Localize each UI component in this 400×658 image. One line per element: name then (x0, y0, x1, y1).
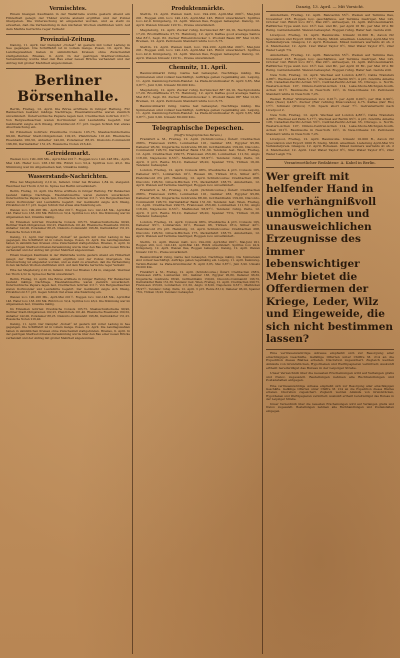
section-subtitle: (Wolff’s Telegraphisches Bureau.) (174, 132, 222, 137)
article-text: Baumwollmarkt ruhig. Garne fest behauptet, Nachfrage mäßig. Die Spinnereien sind vollauf beschäftigt, Aufträge gehen regelmäßig ein. Leipzig, 11. April. Kammzug-Termin-Handel: La Plata-Grundmuster B. April 3,85, Mai 3,87½, Juni 3,90. Umsatz 80.000 Kilo. (136, 104, 260, 120)
article-text: Danzig, 11. April. Der Dampfer „Nofest“ ist gestern mit voller Ladung in See gegangen. Die Schifffahrt ist in vollem Gange. Posen, 10. April. Die Landtagswahlen haben in sämmtlichen Kreisen ohne Zwischenfall stattgefunden. Breslau, 9. April. In der gestrigen Stadtverordneten-Versammlung wurde über den Bau einer neuen Brücke verhandelt und der Antrag mit großer Mehrheit angenommen. (6, 322, 130, 340)
article-text: Stettin, 12. April. Weizen matt, loco 194–200, April-Mai 200½, Mai-Juni 201. Roggen still, loco 140–145, April-Mai 145. Rüböl unverändert. Spiritus loco 42,9. Königsberg, 12. April. Weizen flau, Roggen behauptet. Danzig, 12. April. Weizen Umsatz 120 To., Preise unverändert. (136, 44, 260, 60)
article-text: Berlin, Freitag, 12. April. Die Börse eröffnete in ruhiger Haltung. Für Bankactien bestand mäßige Nachfrage, Eisenbahnwerthe waren ziemlich unverändert. Österreichische Papiere lagen fest, Creditactien notirten 211½. Von Bergwerksactien waren Dortmunder und Laurahütte begehrt. Der Geldmarkt zeigte sich flüssig, Privatdiscont 3½ pCt. Gegen Schluß trat etwas Abschwächung ein. (6, 189, 130, 207)
divider (6, 68, 130, 69)
article-text: Elbe bei Magdeburg 2,10 m, fallend. Oder bei Breslau 1,84 m, steigend. Weichsel bei Thorn 2,52 m. Spree bei Berlin unverändert. (6, 180, 130, 189)
article-text: Frankfurt a. M., Freitag, 12. April. (Schlußcourse.) Österr. Creditactien 268⅜, Franzosen 228⅝, Lombarden 101, Galizier 183, Egypter 95,80, Italiener 96,30, Ungarische Goldrente 88,90, Gotthardbahn 159,00, Disconto-Commandit 196,70, Darmstädter Bank 151,30. Tendenz: fest. Wien, Freitag, 12. April. Creditactien 299,75, Franzosen 253,00, Lombarden 111,50, Anglo 118,00, Napoleons 9,53½, Marknoten 58,97½. Tendenz: ruhig. Paris, 12. April. 3 pCt. Rente 83,10, Italiener 96,20, Spanier 75⅝, Türken 16,20. Tendenz: behauptet. (136, 269, 260, 295)
article-text: Weizen loco 190–206 Mk., April-Mai 201½. Roggen loco 142–148 Mk., April-Mai 146. Hafer loco 138–160 Mk. Rüböl loco 52,4. Spiritus loco 43,2. Die Stimmung war im Allgemeinen fest, Umsätze mäßig. (6, 207, 130, 219)
article-text: Berlin, Freitag, 12. April. Die Börse eröffnete in ruhiger Haltung. Für Bankactien bestand mäßige Nachfrage, Eisenbahnwerthe waren ziemlich unverändert. Österreichische Papiere lagen fest, Creditactien notirten 211½. Von Bergwerksactien waren Dortmunder und Laurahütte begehrt. Der Geldmarkt zeigte sich flüssig, Privatdiscont 3½ pCt. Gegen Schluß trat etwas Abschwächung ein. (6, 106, 130, 130)
section-title: Chemnitz, 11. April. (168, 65, 228, 72)
divider (266, 349, 394, 350)
article-text: Baumwollmarkt ruhig. Garne fest behauptet, Nachfrage mäßig. Die Spinnereien sind vollauf beschäftigt, Aufträge gehen regelmäßig ein. Leipzig, 11. April. Kammzug-Termin-Handel: La Plata-Grundmuster B. April 3,85, Mai 3,87½, Juni 3,90. Umsatz 80.000 Kilo. (136, 71, 260, 87)
section-title: Provinzial-Zeitung. (40, 36, 96, 43)
article-text: Weizen loco 190–206 Mk., April-Mai 201½. Roggen loco 142–148 Mk., April-Mai 146. Hafer loco 138–160 Mk. Rüböl loco 52,4. Spiritus loco 43,2. Die Stimmung war im Allgemeinen fest, Umsätze mäßig. (6, 157, 130, 169)
article-text: Weizen loco 190–206 Mk., April-Mai 201½. Roggen loco 142–148 Mk., April-Mai 146. Hafer loco 138–160 Mk. Rüböl loco 52,4. Spiritus loco 43,2. Die Stimmung war im Allgemeinen fest, Umsätze mäßig. (6, 295, 130, 306)
divider (266, 11, 394, 12)
column-rule (262, 4, 263, 654)
article-text: Berlin, Freitag, 12. April. Die Börse eröffnete in ruhiger Haltung. Für Bankactien bestand mäßige Nachfrage, Eisenbahnwerthe waren ziemlich unverändert. Österreichische Papiere lagen fest, Creditactien notirten 211½. Von Bergwerksactien waren Dortmunder und Laurahütte begehrt. Der Geldmarkt zeigte sich flüssig, Privatdiscont 3½ pCt. Gegen Schluß trat etwas Abschwächung ein. (6, 276, 130, 295)
advertisement-text: Unser Verzeichniß über die neuesten Erscheinungen wird auf Verlangen gratis und franco zugesandt. Bestellungen nehmen alle Buchhandlungen und Postanstalten entgegen. (266, 370, 394, 383)
column-header-line: Danzig, 13. April. — Mit Vorsicht. (295, 4, 365, 9)
advertisement-text: Eine vertrauenswürdige Adresse empfiehlt sich zur Besorgung aller einschlägigen Geschäfte. Gefällige Offerten unter Chiffre M. 214 an die Expedition dieses Blattes erbeten. Discretion zugesichert. Zugleich werden Ankäufe von Grundstücken, Hypotheken und Werthpapieren vermittelt; Auskunft ertheilt bereitwilligst das Bureau in der Leipziger Straße. (266, 350, 394, 370)
article-text: London, Freitag, 12. April. Consols 98⅝, Preußische 4 pCt. Consols 105, Italiener 95¼, Lombarden 10¼, Russen 96, Türken 16⅛, Silber 42¾. Platzdiscont 2⅝ pCt. Hamburg, 12. April. Schlußcourse: Creditactien 268, Disconto 196,50, Lübeck-Büchen 175, Packetfahrt 138,75. Amsterdam, 12. April. Weizen auf Termine niedriger, Roggen loco unverändert. (136, 168, 260, 188)
article-text: Elbe bei Magdeburg 2,10 m, fallend. Oder bei Breslau 1,84 m, steigend. Weichsel bei Thorn 2,52 m. Spree bei Berlin unverändert. (6, 268, 130, 276)
article-text: Amsterdam, Freitag, 12. April. Bancazinn 55¾. Weizen auf Termine flau, November 218. Roggen loco geschäftslos, auf Termine niedriger, Mai 145, October 142. Rüböl loco 30½, Mai 29¾. Antwerpen, 12. April. Petroleummarkt. Raffinirtes Type weiß loco 16¼ bez. und Br., per April 16 Br., per Mai 16⅛ Br. Ruhig. Getreidemarkt. Weizen behauptet. Roggen ruhig. Hafer fest. Gerste still. (266, 13, 394, 32)
article-text: Baumwollmarkt ruhig. Garne fest behauptet, Nachfrage mäßig. Die Spinnereien sind vollauf beschäftigt, Aufträge gehen regelmäßig ein. Leipzig, 11. April. Kammzug-Termin-Handel: La Plata-Grundmuster B. April 3,85, Mai 3,87½, Juni 3,90. Umsatz 80.000 Kilo. (136, 254, 260, 269)
column-3 (266, 4, 394, 654)
divider (6, 34, 130, 35)
article-text: London, Freitag, 12. April. Consols 98⅝, Preußische 4 pCt. Consols 105, Italiener 95¼, Lombarden 10¼, Russen 96, Türken 16⅛, Silber 42¾. Platzdiscont 2⅝ pCt. Hamburg, 12. April. Schlußcourse: Creditactien 268, Disconto 196,50, Lübeck-Büchen 175, Packetfahrt 138,75. Amsterdam, 12. April. Weizen auf Termine niedriger, Roggen loco unverändert. (136, 219, 260, 239)
article-text: Magdeburg, 12. April. Zucker ruhig, Kornzucker 88° 20,10, Nachprodukte 17,20. Brodraffinade 27,75. Hamburg, 12. April. Kaffee good average Santos Mai 83¼, Sept. 82. Zucker Rübenrohzucker 1. Produkt Basis 88° Mai 12,95. Bremen, 12. April. Petroleum Standard white loco 6,75. (136, 28, 260, 44)
article-text: Weizen Rother Winterweizen loco 0,91¾, per April 0,90¼, per Mai 0,90½. Mais (New) 0,46¼. Zucker (Fair refining Muscovados) 4,75. Kaffee (fair Rio) 17¼. Schmalz (Wilcox) 7,30. Speck short clear 7½. Getreidefracht nach Liverpool 2. (266, 96, 394, 112)
article-text: Einem hiesigen Kaufmann in der Wallstraße wurde gestern Abend ein Hinterhalt gelegt; der Thäter wurde alsbald ergriffen und der Polizei übergeben. Die Untersuchung ist eingeleitet worden, und es steht zu erwarten, daß die Verhandlung in den nächsten Wochen stattfinden wird. Auf dem Markte herrschte reger Verkehr. (6, 12, 130, 31)
article-text: Liverpool, Freitag, 12. April. Baumwolle. Umsatz 10.000 B., davon für Speculation und Export 1000 B. Stetig. Middl. amerikan. Lieferung April-Mai 5⅜ Verkäuferpreis. Glasgow, 12. April. Roheisen. Mixed numbers warrants 41 sh. 2 d. Manchester, 12. April. 12er Water Taylor 6¾, 30er Water Taylor 8¾, 20er Water Leigh 7⅝. (266, 136, 394, 156)
article-text: Magdeburg, 12. April. Zucker ruhig, Kornzucker 88° 20,10, Nachprodukte 17,20. Brodraffinade 27,75. Hamburg, 12. April. Kaffee good average Santos Mai 83¼, Sept. 82. Zucker Rübenrohzucker 1. Produkt Basis 88° Mai 12,95. Bremen, 12. April. Petroleum Standard white loco 6,75. (136, 87, 260, 103)
column-2 (136, 4, 260, 654)
section-title: Produktenmärkte. (171, 6, 225, 12)
section-title: Getreidemarkt. (45, 151, 91, 158)
article-text: New York, Freitag, 12. April. Wechsel auf London 4,86½, Cable Transfers 4,88¾. Wechsel auf Paris 5,17¾, Wechsel auf Berlin 95¼. 4 pCt. fundirte Anleihe 128, Canadian-Pacific-Actien 53¼, Central-Pacific-Actien 35, Chicago- u. North-Western-Actien 107, Illinois-Central-Actien 114, Lake-Shore-Michigan-South-Actien 101¾. Baumwolle in New-York 10½, in New-Orleans 10. Petroleum Standard white in New-York 7,25. (266, 73, 394, 96)
divider (136, 62, 260, 63)
section-title: Telegraphische Depeschen. (152, 124, 244, 132)
section-title-large: Berliner Börsenhalle. (17, 72, 119, 105)
article-text: Danzig, 11. April. Der Dampfer „Nofest“ ist gestern mit voller Ladung in See gegangen. Die Schifffahrt ist in vollem Gange. Posen, 10. April. Die Landtagswahlen haben in sämmtlichen Kreisen ohne Zwischenfall stattgefunden. Breslau, 9. April. In der gestrigen Stadtverordneten-Versammlung wurde über den Bau einer neuen Brücke verhandelt und der Antrag mit großer Mehrheit angenommen. (6, 234, 130, 253)
divider (136, 122, 260, 123)
article-text: Im Einzelnen notirten: Preußische Consols 105,75, Staatsschuldscheine 99,90, Berliner Stadt-Obligationen 102,25, Pfandbriefe 101,40. Rheinische Eisenbahn 160,50, Anhalter 142,00, Potsdamer 88,25. Diskonto-Commandit 196,80, Darmstädter 151,25. Russische Noten 216,40. (6, 306, 130, 322)
section-title: Wasserstands-Nachrichten. (28, 174, 108, 181)
article-text: Danzig, 11. April. Der Dampfer „Nofest“ ist gestern mit voller Ladung in See gegangen. Die Schifffahrt ist in vollem Gange. Posen, 10. April. Die Landtagswahlen haben in sämmtlichen Kreisen ohne Zwischenfall stattgefunden. Breslau, 9. April. In der gestrigen Stadtverordneten-Versammlung wurde über den Bau einer neuen Brücke verhandelt und der Antrag mit großer Mehrheit angenommen. (6, 42, 130, 66)
article-text: New York, Freitag, 12. April. Wechsel auf London 4,86½, Cable Transfers 4,88¾. Wechsel auf Paris 5,17¾, Wechsel auf Berlin 95¼. 4 pCt. fundirte Anleihe 128, Canadian-Pacific-Actien 53¼, Central-Pacific-Actien 35, Chicago- u. North-Western-Actien 107, Illinois-Central-Actien 114, Lake-Shore-Michigan-South-Actien 101¾. Baumwolle in New-York 10½, in New-Orleans 10. Petroleum Standard white in New-York 7,25. (266, 113, 394, 136)
article-text: Frankfurt a. M., Freitag, 12. April. (Schlußcourse.) Österr. Creditactien 268⅜, Franzosen 228⅝, Lombarden 101, Galizier 183, Egypter 95,80, Italiener 96,30, Ungarische Goldrente 88,90, Gotthardbahn 159,00, Disconto-Commandit 196,70, Darmstädter Bank 151,30. Tendenz: fest. Wien, Freitag, 12. April. Creditactien 299,75, Franzosen 253,00, Lombarden 111,50, Anglo 118,00, Napoleons 9,53½, Marknoten 58,97½. Tendenz: ruhig. Paris, 12. April. 3 pCt. Rente 83,10, Italiener 96,20, Spanier 75⅝, Türken 16,20. Tendenz: behauptet. (136, 188, 260, 219)
advertisement-headline: Wer greift mit helfender Hand in die verhängnißvoll unmöglichen und unausweichlichen Erzeugnisse des immer lebenswichtiger Mehr bietet die Offerdiermen der Kriege, Leder, Wilz und Eingeweide, die sich nicht bestimmen lassen? (266, 170, 394, 346)
divider (6, 148, 130, 149)
section-title: Vermischtes. (49, 6, 87, 12)
column-rule (132, 4, 133, 654)
article-text: Im Einzelnen notirten: Preußische Consols 105,75, Staatsschuldscheine 99,90, Berliner Stadt-Obligationen 102,25, Pfandbriefe 101,40. Rheinische Eisenbahn 160,50, Anhalter 142,00, Potsdamer 88,25. Diskonto-Commandit 196,80, Darmstädter 151,25. Russische Noten 216,40. (6, 219, 130, 234)
article-text: Stettin, 12. April. Weizen matt, loco 194–200, April-Mai 200½, Mai-Juni 201. Roggen still, loco 140–145, April-Mai 145. Rüböl unverändert. Spiritus loco 42,9. Königsberg, 12. April. Weizen flau, Roggen behauptet. Danzig, 12. April. Weizen Umsatz 120 To., Preise unverändert. (136, 12, 260, 28)
column-1 (6, 4, 130, 654)
advertisement-text: Unser Verzeichniß über die neuesten Erscheinungen wird auf Verlangen gratis und franco zugesandt. Bestellungen nehmen alle Buchhandlungen und Postanstalten entgegen. (266, 402, 394, 413)
article-text: Amsterdam, Freitag, 12. April. Bancazinn 55¾. Weizen auf Termine flau, November 218. Roggen loco geschäftslos, auf Termine niedriger, Mai 145, October 142. Rüböl loco 30½, Mai 29¾. Antwerpen, 12. April. Petroleummarkt. Raffinirtes Type weiß loco 16¼ bez. und Br., per April 16 Br., per Mai 16⅛ Br. Ruhig. Getreidemarkt. Weizen behauptet. Roggen ruhig. Hafer fest. Gerste still. (266, 53, 394, 72)
article-text: Liverpool, Freitag, 12. April. Baumwolle. Umsatz 10.000 B., davon für Speculation und Export 1000 B. Stetig. Middl. amerikan. Lieferung April-Mai 5⅜ Verkäuferpreis. Glasgow, 12. April. Roheisen. Mixed numbers warrants 41 sh. 2 d. Manchester, 12. April. 12er Water Taylor 6¾, 30er Water Taylor 8¾, 20er Water Leigh 7⅝. (266, 33, 394, 52)
imprint-line: Verantwortlicher Redakteur: A. Kabel in Berlin. (266, 159, 394, 168)
article-text: Stettin, 12. April. Weizen matt, loco 194–200, April-Mai 200½, Mai-Juni 201. Roggen still, loco 140–145, April-Mai 145. Rüböl unverändert. Spiritus loco 42,9. Königsberg, 12. April. Weizen flau, Roggen behauptet. Danzig, 12. April. Weizen Umsatz 120 To., Preise unverändert. (136, 239, 260, 254)
divider (6, 171, 130, 172)
article-text: Im Einzelnen notirten: Preußische Consols 105,75, Staatsschuldscheine 99,90, Berliner Stadt-Obligationen 102,25, Pfandbriefe 101,40. Rheinische Eisenbahn 160,50, Anhalter 142,00, Potsdamer 88,25. Diskonto-Commandit 196,80, Darmstädter 151,25. Russische Noten 216,40. (6, 130, 130, 146)
advertisement-text: Eine vertrauenswürdige Adresse empfiehlt sich zur Besorgung aller einschlägigen Geschäfte. Gefällige Offerten unter Chiffre M. 214 an die Expedition dieses Blattes erbeten. Discretion zugesichert. Zugleich werden Ankäufe von Grundstücken, Hypotheken und Werthpapieren vermittelt; Auskunft ertheilt bereitwilligst das Bureau in der Leipziger Straße. (266, 383, 394, 402)
article-text: Frankfurt a. M., Freitag, 12. April. (Schlußcourse.) Österr. Creditactien 268⅜, Franzosen 228⅝, Lombarden 101, Galizier 183, Egypter 95,80, Italiener 96,30, Ungarische Goldrente 88,90, Gotthardbahn 159,00, Disconto-Commandit 196,70, Darmstädter Bank 151,30. Tendenz: fest. Wien, Freitag, 12. April. Creditactien 299,75, Franzosen 253,00, Lombarden 111,50, Anglo 118,00, Napoleons 9,53½, Marknoten 58,97½. Tendenz: ruhig. Paris, 12. April. 3 pCt. Rente 83,10, Italiener 96,20, Spanier 75⅝, Türken 16,20. Tendenz: behauptet. (136, 137, 260, 168)
article-text: Einem hiesigen Kaufmann in der Wallstraße wurde gestern Abend ein Hinterhalt gelegt; der Thäter wurde alsbald ergriffen und der Polizei übergeben. Die Untersuchung ist eingeleitet worden, und es steht zu erwarten, daß die Verhandlung in den nächsten Wochen stattfinden wird. Auf dem Markte herrschte reger Verkehr. (6, 253, 130, 268)
